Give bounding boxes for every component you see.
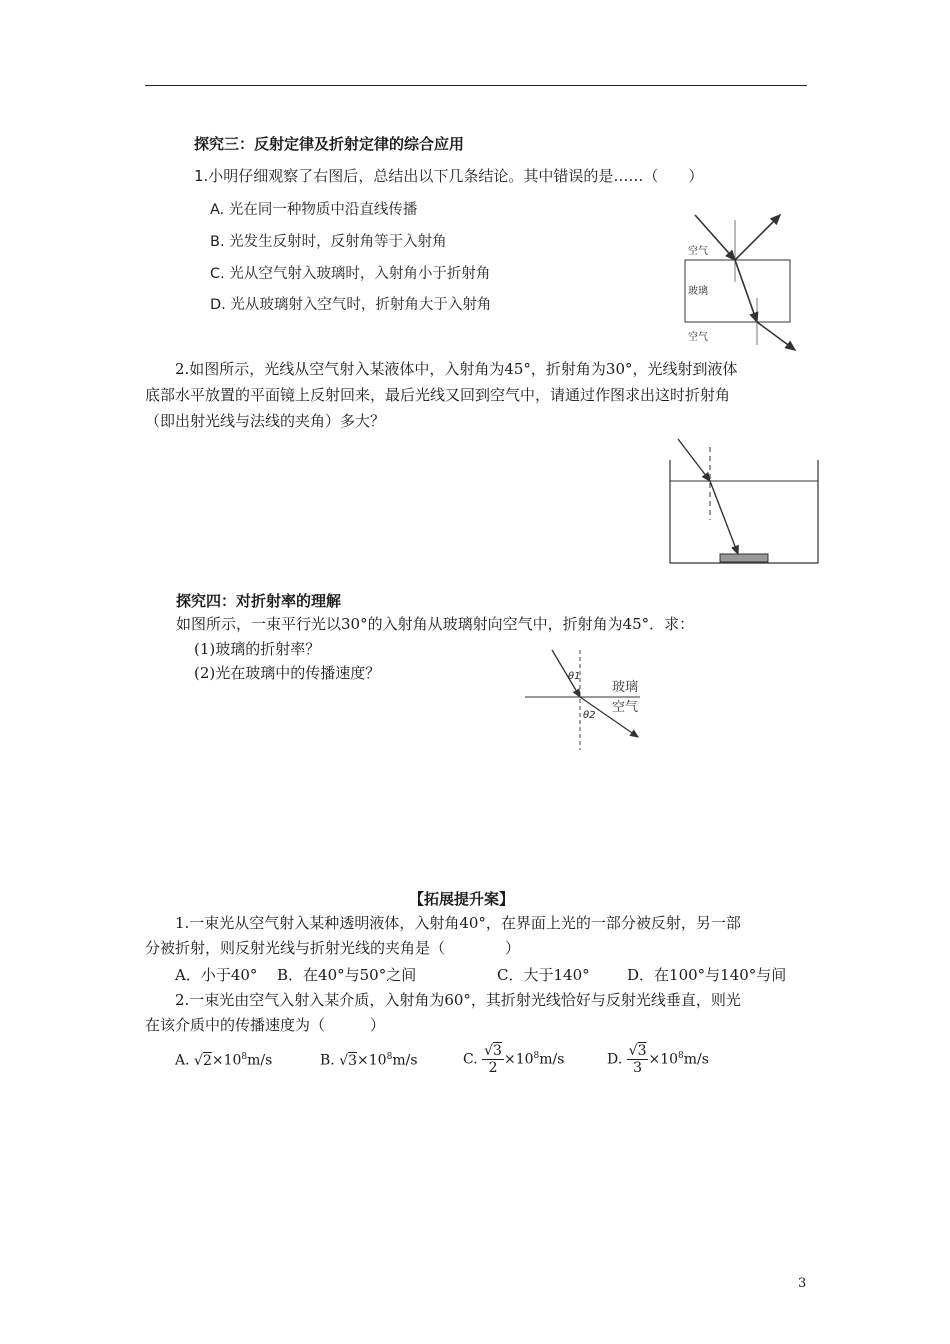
label-glass: 玻璃 [688, 286, 708, 297]
reflected-ray [735, 215, 780, 260]
q1-option-c: C. 光从空气射入玻璃时，入射角小于折射角 [210, 266, 491, 282]
refracted-ray [735, 260, 757, 322]
q2-line3: （即出射光线与法线的夹角）多大？ [145, 412, 386, 430]
liquid-tank-figure [660, 435, 825, 570]
section4-sub2: (2)光在玻璃中的传播速度？ [194, 664, 381, 682]
label-air: 空气 [612, 700, 639, 715]
ext-q2-option-b: B. $√3\times 10^8m/s$ [320, 1052, 418, 1069]
q1-option-a: A. 光在同一种物质中沿直线传播 [210, 202, 418, 218]
refracted-ray [710, 481, 738, 554]
ext-q2-option-d: D. $\frac{√3}{3}$ $\times 10^8m/s$ [607, 1043, 709, 1076]
ext-q1-line1: 1.一束光从空气射入某种透明液体，入射角40°，在界面上光的一部分被反射，另一部 [175, 914, 741, 932]
ext-q1-option-a: A．小于40° [175, 966, 258, 984]
q2-line2: 底部水平放置的平面镜上反射回来，最后光线又回到空气中，请通过作图求出这时折射角 [145, 386, 731, 404]
section4-stem: 如图所示，一束平行光以30°的入射角从玻璃射向空气中，折射角为45°．求： [176, 615, 695, 633]
header-rule [145, 85, 807, 86]
glass-air-interface-figure [520, 645, 670, 755]
ext-q1-option-c: C．大于140° [497, 966, 590, 984]
section4-heading: 探究四：对折射率的理解 [176, 592, 342, 610]
section4-sub1: (1)玻璃的折射率？ [194, 640, 321, 658]
refraction-glass-slab-figure [640, 210, 810, 360]
q1-stem: 1.小明仔细观察了右图后，总结出以下几条结论。其中错误的是……（ ） [194, 167, 704, 185]
section3-heading: 探究三：反射定律及折射定律的综合应用 [194, 135, 465, 153]
theta2-label: θ2 [583, 710, 596, 721]
ext-q1-option-d: D．在100°与140°与间 [627, 966, 787, 984]
ext-q1-line2: 分被折射，则反射光线与折射光线的夹角是（ ） [145, 939, 521, 957]
ext-q2-line2: 在该介质中的传播速度为（ ） [145, 1016, 386, 1034]
label-air-bottom: 空气 [688, 332, 708, 343]
ext-q1-option-b: B．在40°与50°之间 [277, 966, 417, 984]
q2-line1: 2.如图所示，光线从空气射入某液体中，入射角为45°，折射角为30°，光线射到液体 [175, 360, 738, 378]
label-air-top: 空气 [688, 246, 708, 257]
extension-title: 【拓展提升案】 [409, 890, 515, 908]
label-glass: 玻璃 [612, 680, 639, 695]
ext-q2-option-a: A. $√2\times 10^8m/s$ [175, 1052, 273, 1069]
exit-ray [757, 322, 795, 350]
tank-walls [670, 460, 818, 563]
plane-mirror [720, 554, 768, 562]
q1-option-d: D. 光从玻璃射入空气时，折射角大于入射角 [210, 297, 492, 313]
theta1-label: θ1 [568, 671, 581, 682]
ext-q2-line1: 2.一束光由空气入射入某介质，入射角为60°，其折射光线恰好与反射光线垂直，则光 [175, 991, 741, 1009]
page-number: 3 [798, 1276, 807, 1291]
ext-q2-option-c: C. $\frac{√3}{2}$ $\times 10^8m/s$ [463, 1043, 565, 1076]
q1-option-b: B. 光发生反射时，反射角等于入射角 [210, 234, 447, 250]
incident-ray [678, 439, 710, 481]
